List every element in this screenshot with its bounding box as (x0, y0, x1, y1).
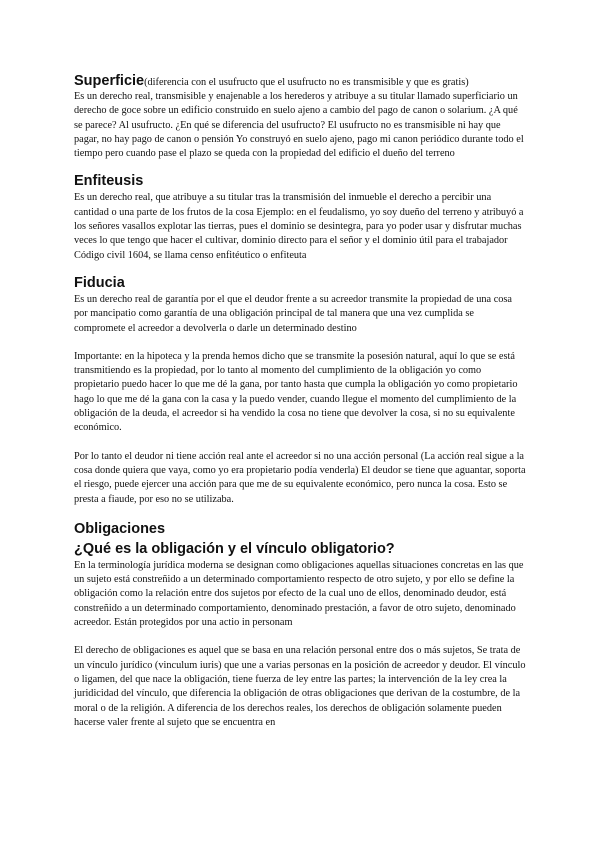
paragraph: Importante: en la hipoteca y la prenda hemos dicho que se transmite la posesión natural, aquí lo que se está transmitiendo es la propiedad, por lo tanto al momento del cumplimiento de la obligación yo como propietario puedo hacer lo que me dé la gana, por tanto hasta que cumpla la obligación yo como propietario hago lo que me dé la gana con la casa y la puedo vender, cuando llegue el momento del cumplimiento de la obligación de la deuda, el acreedor si ha vendido la cosa no tiene que devolver la cosa, si no su equivalente económico. (74, 350, 518, 434)
paragraph: Es un derecho real, transmisible y enajenable a los herederos y atribuye a su titular llamado superficiario un derecho de goce sobre un edificio construido en suelo ajeno a cambio del pago de canon o solarium. ¿A qué se parece? Al usufructo. ¿En qué se diferencia del usufructo? El usufructo no es transmisible ni hay que pagar, no hay pago de canon o pensión Yo construyó en suelo ajeno, pago mi canon periódico durante todo el tiempo pero cuando pase el plazo se queda con la propiedad del edificio el dueño del terreno (74, 91, 524, 160)
paragraph: Es un derecho real, que atribuye a su titular tras la transmisión del inmueble el derecho a percibir una cantidad o una parte de los frutos de la cosa Ejemplo: en el feudalismo, yo soy dueño del terreno y atribuyó a los señores vasallos explotar las tierras, pues el dominio se desintegra, para yo poder usar y disfrutar muchas veces lo que tengo que hacer el cultivar, dominio directo para el señor y el dominio útil para el trabajador Código civil 1604, se llama censo enfitéutico o enfiteuta (74, 192, 524, 261)
section-superficie-heading (74, 72, 526, 90)
section-title: Obligaciones (74, 520, 166, 537)
section-subtitle: (diferencia con el usufructo que el usufructo no es transmisible y que es gratis) (144, 77, 469, 88)
section-title: Superficie (74, 73, 145, 89)
section-title: Enfiteusis (74, 173, 144, 190)
paragraph: El derecho de obligaciones es aquel que se basa en una relación personal entre dos o más sujetos, Se trata de un vínculo jurídico (vinculum iuris) que une a varias personas en la posición de acreedor y deudor. El vínculo o ligamen, del que nace la obligación, tiene fuerza de ley entre las partes; la intervención de la ley crea la juridicidad del vínculo, que diferencia la obligación de otras obligaciones que derivan de la costumbre, de la moral o de la religión. A diferencia de los derechos reales, los derechos de obligación solamente pueden hacerse valer frente al sujeto que se encuentra en (74, 645, 526, 728)
section-subheading: ¿Qué es la obligación y el vínculo obligatorio? (74, 540, 395, 557)
paragraph: Por lo tanto el deudor ni tiene acción real ante el acreedor si no una acción personal (La acción real sigue a la cosa donde quiera que vaya, como yo era propietario podía venderla) El deudor se tiene que aguantar, soporta el riesgo, puede ejercer una acción para que me de su equivalente económico, pero nunca la cosa. Esto se presta a fiaude, por eso no se utilizaba. (74, 450, 526, 505)
document-body (74, 72, 526, 730)
section-title: Fiducia (74, 274, 125, 291)
paragraph: En la terminología jurídica moderna se designan como obligaciones aquellas situaciones concretas en las que un sujeto está constreñido a un determinado comportamiento respecto de otro sujeto, y por ello se define la obligación como la relación entre dos sujetos por efecto de la cual uno de ellos, denominado deudor, está constreñido a un determinado comportamiento, denominado prestación, a favor de otro sujeto, denominado acreedor. Están protegidos por una actio in personam (74, 559, 524, 629)
paragraph: Es un derecho real de garantía por el que el deudor frente a su acreedor transmite la propiedad de una cosa por mancipatio como garantía de una obligación principal de tal manera que una vez cumplida se compromete el acreedor a devolverla o darle un determinado destino (74, 293, 512, 334)
